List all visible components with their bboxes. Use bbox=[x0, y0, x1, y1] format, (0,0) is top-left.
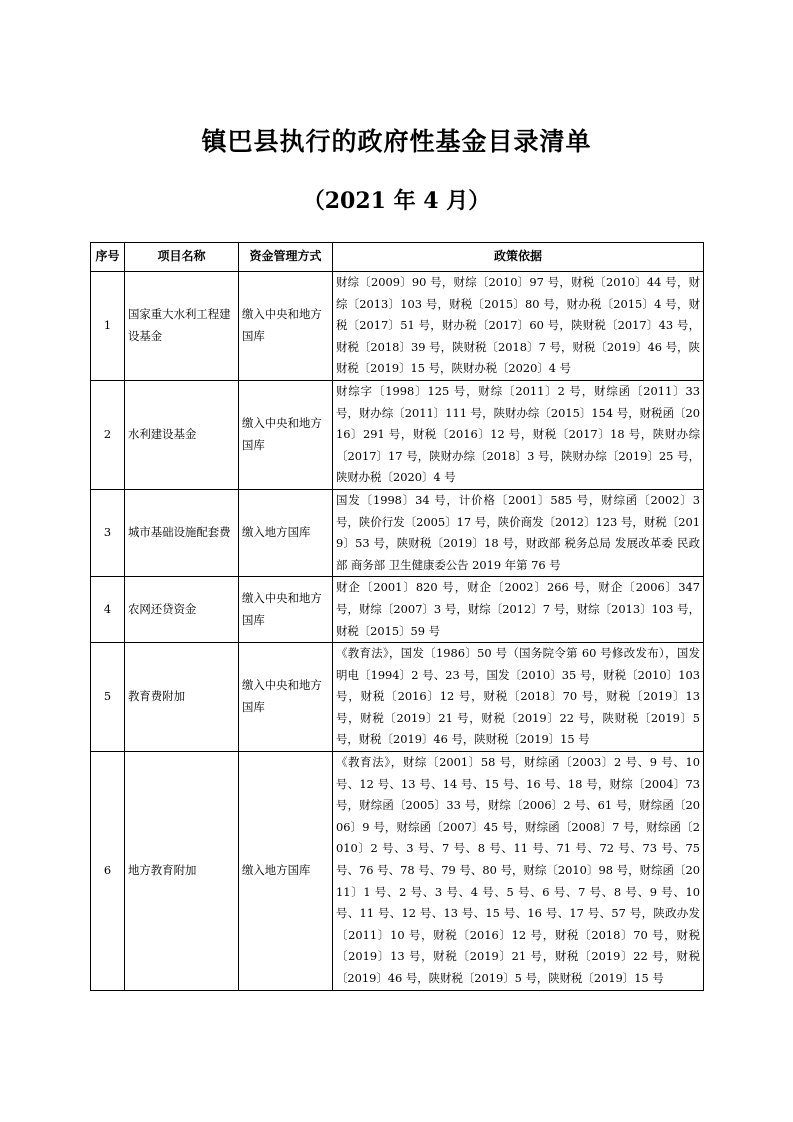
row-item-name: 水利建设基金 bbox=[125, 380, 239, 489]
row-policy-basis: 财综〔2009〕90 号，财综〔2010〕97 号，财税〔2010〕44 号，财综〔2013〕103 号，财税〔2015〕80 号，财办税〔2015〕4 号，财税〔2017〕51 号，财办税〔2017〕60 号，陕财税〔2017〕43 号，财税〔2018〕39 号，陕财税〔2018〕7 号，财税〔2019〕46 号，陕财税〔2019〕15 号，陕财办税〔2020〕4 号 bbox=[333, 272, 704, 381]
table-row bbox=[91, 643, 704, 752]
row-fund-management: 缴入地方国库 bbox=[239, 489, 333, 576]
fund-list-table bbox=[90, 242, 704, 991]
row-policy-basis: 《教育法》，国发〔1986〕50 号（国务院令第 60 号修改发布），国发明电〔1994〕2 号、23 号，国发〔2010〕35 号，财税〔2010〕103 号，财税〔2016〕12 号，财税〔2018〕70 号，财税〔2019〕13 号，财税〔2019〕21 号，财税〔2019〕22 号，陕财税〔2019〕5 号，财税〔2019〕46 号，陕财税〔2019〕15 号 bbox=[333, 643, 704, 752]
table-row bbox=[91, 577, 704, 643]
header-serial: 序号 bbox=[91, 243, 125, 272]
row-policy-basis: 财综字〔1998〕125 号，财综〔2011〕2 号，财综函〔2011〕33 号，财办综〔2011〕111 号，陕财办综〔2015〕154 号，财税函〔2016〕291 号，财税〔2016〕12 号，财税〔2017〕18 号，陕财办综〔2017〕17 号，陕财办综〔2018〕3 号，陕财办综〔2019〕25 号，陕财办税〔2020〕4 号 bbox=[333, 380, 704, 489]
document-subtitle: （2021 年 4 月） bbox=[302, 188, 491, 214]
table-row bbox=[91, 380, 704, 489]
row-item-name: 国家重大水利工程建设基金 bbox=[125, 272, 239, 381]
row-fund-management: 缴入中央和地方国库 bbox=[239, 577, 333, 643]
row-serial: 4 bbox=[91, 577, 125, 643]
row-item-name: 教育费附加 bbox=[125, 643, 239, 752]
header-policy-basis: 政策依据 bbox=[333, 243, 704, 272]
row-fund-management: 缴入中央和地方国库 bbox=[239, 272, 333, 381]
row-fund-management: 缴入地方国库 bbox=[239, 752, 333, 991]
header-item-name: 项目名称 bbox=[125, 243, 239, 272]
row-policy-basis: 《教育法》，财综〔2001〕58 号，财综函〔2003〕2 号、9 号、10 号、12 号、13 号、14 号、15 号、16 号、18 号，财综〔2004〕73 号，财综函〔2005〕33 号，财综〔2006〕2 号、61 号，财综函〔2006〕9 号，财综函〔2007〕45 号，财综函〔2008〕7 号，财综函〔2010〕2 号、3 号、7 号、8 号、11 号、71 号、72 号、73 号、75 号、76 号、78 号、79 号、80 号，财综〔2010〕98 号，财综函〔2011〕1 号、2 号、3 号、4 号、5 号、6 号、7 号、8 号、9 号、10 号、11 号、12 号、13 号、15 号、16 号、17 号、57 号，陕政办发〔2011〕10 号，财税〔2016〕12 号，财税〔2018〕70 号，财税〔2019〕13 号，财税〔2019〕21 号，财税〔2019〕22 号，财税〔2019〕46 号，陕财税〔2019〕5 号，陕财税〔2019〕15 号 bbox=[333, 752, 704, 991]
row-policy-basis: 财企〔2001〕820 号，财企〔2002〕266 号，财企〔2006〕347 号，财综〔2007〕3 号，财综〔2012〕7 号，财综〔2013〕103 号，财税〔2015〕59 号 bbox=[333, 577, 704, 643]
row-item-name: 农网还贷资金 bbox=[125, 577, 239, 643]
table-header-row bbox=[91, 243, 704, 272]
table-row bbox=[91, 752, 704, 991]
row-serial: 1 bbox=[91, 272, 125, 381]
row-policy-basis: 国发〔1998〕34 号，计价格〔2001〕585 号，财综函〔2002〕3 号，陕价行发〔2005〕17 号，陕价商发〔2012〕123 号，财税〔2019〕53 号，陕财税〔2019〕18 号，财政部 税务总局 发展改革委 民政部 商务部 卫生健康委公告 2019 年第 76 号 bbox=[333, 489, 704, 576]
row-serial: 3 bbox=[91, 489, 125, 576]
row-fund-management: 缴入中央和地方国库 bbox=[239, 380, 333, 489]
row-item-name: 地方教育附加 bbox=[125, 752, 239, 991]
row-serial: 2 bbox=[91, 380, 125, 489]
document-title: 镇巴县执行的政府性基金目录清单 bbox=[201, 127, 592, 156]
row-serial: 6 bbox=[91, 752, 125, 991]
table-row bbox=[91, 272, 704, 381]
row-serial: 5 bbox=[91, 643, 125, 752]
row-item-name: 城市基础设施配套费 bbox=[125, 489, 239, 576]
table-row bbox=[91, 489, 704, 576]
header-fund-management: 资金管理方式 bbox=[239, 243, 333, 272]
row-fund-management: 缴入中央和地方国库 bbox=[239, 643, 333, 752]
